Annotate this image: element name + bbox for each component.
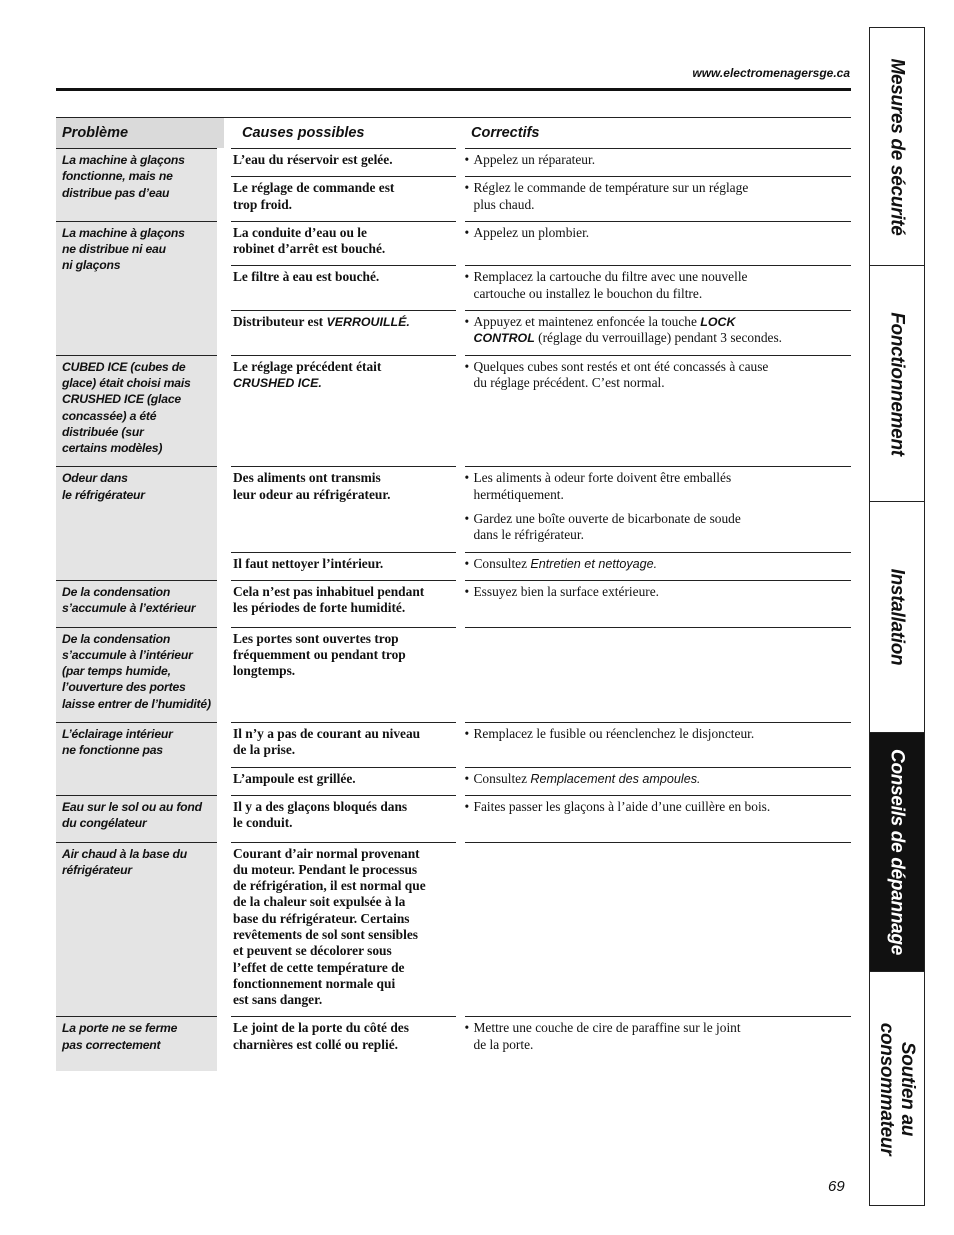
problem-cell: L’éclairage intérieur ne fonctionne pas (56, 723, 224, 796)
cause-cell: Courant d’air normal provenant du moteur. Pendant le processus de réfrigération, il est normal que de la chaleur soit expulsée à la base du réfrigérateur. Certains revêtements de sol sont sensibles et peuvent se décolorer sous l’effet de cette température de fonctionnement normale qui est sans danger. (224, 842, 460, 1017)
cause-cell: Il n’y a pas de courant au niveau de la prise. (224, 723, 460, 768)
fix-cell (460, 266, 851, 311)
problem-cell: CUBED ICE (cubes de glace) était choisi mais CRUSHED ICE (glace concassée) a été distribuée (sur certains modèles) (56, 355, 224, 467)
crushed-ice-keyword: CRUSHED ICE. (233, 375, 322, 390)
column-header-causes: Causes possibles (224, 118, 460, 149)
table-row (56, 467, 851, 552)
fix-cell (460, 221, 851, 266)
lock-keyword: LOCK (700, 315, 736, 330)
fix-bullet: • Gardez une boîte ouverte de bicarbonate de soude dans le réfrigérateur. (464, 511, 741, 543)
fix-cell (460, 467, 851, 552)
problem-cell: La porte ne se ferme pas correctement (56, 1017, 224, 1071)
table-row (56, 723, 851, 768)
tab-installation[interactable] (870, 502, 924, 733)
fix-bullet: • Les aliments à odeur forte doivent être emballés hermétiquement. (464, 470, 732, 502)
column-header-fixes: Correctifs (460, 118, 851, 149)
cause-cell: Des aliments ont transmis leur odeur au réfrigérateur. (224, 467, 460, 552)
fix-bullet: • Appuyez et maintenez enfoncée la touche LOCK CONTROL (réglage du verrouillage) pendant 3 secondes. (464, 314, 783, 346)
table-body (56, 149, 851, 1072)
fix-cell (460, 580, 851, 627)
website-url[interactable]: www.electromenagersge.ca (692, 66, 850, 80)
table-row (56, 355, 851, 467)
cause-cell: Cela n’est pas inhabituel pendant les périodes de forte humidité. (224, 580, 460, 627)
problem-cell: Eau sur le sol ou au fond du congélateur (56, 795, 224, 842)
fix-bullet: • Faites passer les glaçons à l’aide d’une cuillère en bois. (464, 798, 771, 814)
cause-cell: Distributeur est VERROUILLÉ. (224, 311, 460, 356)
fix-bullet: • Remplacez le fusible ou réenclenchez le disjoncteur. (464, 726, 755, 742)
tab-label: Soutien au consommateur (876, 1022, 918, 1155)
fix-cell (460, 627, 851, 722)
tab-label: Mesures de sécurité (886, 58, 908, 235)
cause-cell: Il y a des glaçons bloqués dans le conduit. (224, 795, 460, 842)
table-row (56, 795, 851, 842)
tab-mesures-de-securite[interactable] (870, 28, 924, 266)
column-header-problem: Problème (56, 118, 224, 149)
table-row (56, 580, 851, 627)
fix-cell (460, 1017, 851, 1071)
cause-cell: La conduite d’eau ou le robinet d’arrêt est bouché. (224, 221, 460, 266)
cause-cell: L’ampoule est grillée. (224, 767, 460, 795)
cause-cell: L’eau du réservoir est gelée. (224, 149, 460, 177)
table-header-row (56, 118, 851, 149)
fix-cell (460, 795, 851, 842)
fix-cell (460, 177, 851, 222)
cause-cell: Les portes sont ouvertes trop fréquemment ou pendant trop longtemps. (224, 627, 460, 722)
table-row (56, 1017, 851, 1071)
control-keyword: CONTROL (473, 331, 535, 346)
fix-bullet: • Consultez Entretien et nettoyage. (464, 555, 658, 571)
fix-bullet: • Appelez un plombier. (464, 224, 590, 240)
tab-conseils-de-depannage[interactable] (870, 733, 924, 972)
cross-reference: Entretien et nettoyage. (530, 556, 658, 571)
fix-bullet: • Mettre une couche de cire de paraffine sur le joint de la porte. (464, 1020, 741, 1052)
cause-cell: Il faut nettoyer l’intérieur. (224, 552, 460, 580)
fix-bullet: • Réglez le commande de température sur un réglage plus chaud. (464, 180, 749, 212)
problem-cell: De la condensation s’accumule à l’extérieur (56, 580, 224, 627)
cause-cell: Le réglage précédent était CRUSHED ICE. (224, 355, 460, 467)
table-row (56, 149, 851, 177)
tab-label: Conseils de dépannage (886, 749, 908, 955)
fix-cell (460, 552, 851, 580)
problem-cell: Odeur dans le réfrigérateur (56, 467, 224, 580)
fix-cell (460, 842, 851, 1017)
fix-cell (460, 723, 851, 768)
problem-cell: La machine à glaçons fonctionne, mais ne distribue pas d’eau (56, 149, 224, 222)
table-row (56, 627, 851, 722)
cause-cell: Le joint de la porte du côté des charnières est collé ou replié. (224, 1017, 460, 1071)
fix-cell (460, 311, 851, 356)
troubleshooting-table (56, 117, 851, 1071)
header-rule (56, 88, 851, 91)
problem-cell: La machine à glaçons ne distribue ni eau ni glaçons (56, 221, 224, 355)
table-row (56, 842, 851, 1017)
tab-label: Installation (886, 568, 908, 666)
fix-bullet: • Appelez un réparateur. (464, 152, 596, 167)
fix-cell (460, 767, 851, 795)
fix-bullet: • Remplacez la cartouche du filtre avec une nouvelle cartouche ou installez le bouchon du filtre. (464, 269, 748, 301)
page-number: 69 (828, 1178, 845, 1195)
dispenser-lock-keyword: VERROUILLÉ. (326, 315, 410, 330)
fix-cell (460, 355, 851, 467)
fix-bullet: • Quelques cubes sont restés et ont été concassés à cause du réglage précédent. C’est normal. (464, 358, 769, 390)
problem-cell: Air chaud à la base du réfrigérateur (56, 842, 224, 1017)
tab-fonctionnement[interactable] (870, 266, 924, 502)
cause-cell: Le filtre à eau est bouché. (224, 266, 460, 311)
cause-cell: Le réglage de commande est trop froid. (224, 177, 460, 222)
cross-reference: Remplacement des ampoules. (530, 771, 701, 786)
fix-cell (460, 149, 851, 177)
table-row (56, 221, 851, 266)
section-tabs (869, 27, 925, 1206)
fix-bullet: • Consultez Remplacement des ampoules. (464, 770, 701, 786)
fix-bullet: • Essuyez bien la surface extérieure. (464, 583, 660, 599)
problem-cell: De la condensation s’accumule à l’intérieur (par temps humide, l’ouverture des portes laisse entrer de l’humidité) (56, 627, 224, 722)
tab-soutien-au-consommateur[interactable] (870, 972, 924, 1205)
tab-label: Fonctionnement (886, 311, 908, 456)
